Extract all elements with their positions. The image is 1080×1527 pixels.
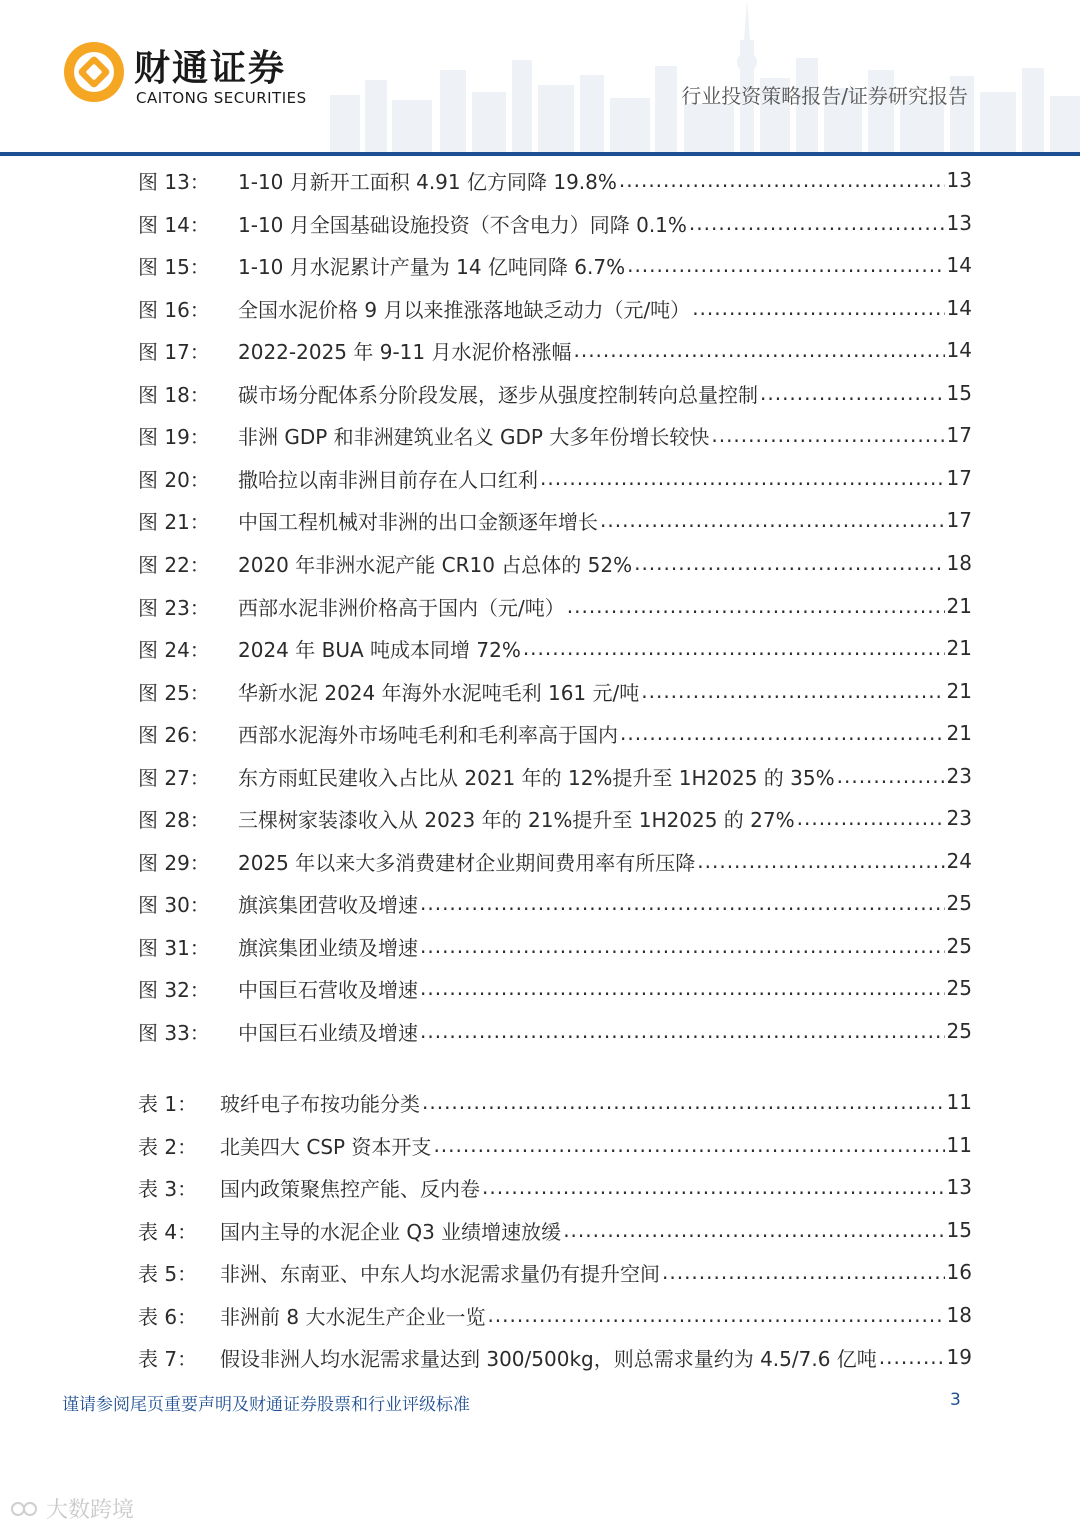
toc-entry-label: 图 13： [138, 169, 210, 194]
toc-dot-leader [641, 679, 944, 703]
toc-dot-leader [482, 1175, 945, 1199]
toc-dot-leader [422, 1090, 945, 1114]
toc-dot-leader [487, 1303, 944, 1327]
toc-entry-title: 旗滨集团营收及增速 [238, 892, 418, 917]
toc-figure-entry[interactable] [138, 333, 972, 367]
toc-entry-page: 15 [946, 1218, 972, 1242]
toc-entry-label: 表 5： [138, 1261, 198, 1286]
toc-dot-leader [600, 508, 945, 532]
toc-entry-title: 1-10 月全国基础设施投资（不含电力）同降 0.1% [238, 212, 687, 237]
toc-dot-leader [420, 1019, 945, 1043]
toc-entry-label: 图 24： [138, 637, 210, 662]
toc-figure-entry[interactable] [138, 291, 972, 325]
toc-dot-leader [420, 976, 945, 1000]
brand-name-en: CAITONG SECURITIES [136, 89, 307, 107]
toc-entry-page: 25 [946, 976, 972, 1000]
toc-figure-entry[interactable] [138, 759, 972, 793]
toc-entry-title: 2025 年以来大多消费建材企业期间费用率有所压降 [238, 850, 696, 875]
toc-dot-leader [567, 594, 945, 618]
page-header [0, 0, 1080, 160]
toc-entry-page: 13 [946, 168, 972, 192]
toc-dot-leader [837, 764, 945, 788]
toc-entry-page: 11 [946, 1133, 972, 1157]
toc-figure-entry[interactable] [138, 163, 972, 197]
toc-entry-title: 中国巨石营收及增速 [238, 977, 418, 1002]
toc-entry-title: 玻纤电子布按功能分类 [220, 1091, 420, 1116]
toc-entry-page: 19 [946, 1345, 972, 1369]
toc-table-entry[interactable] [138, 1128, 972, 1162]
toc-entry-title: 1-10 月新开工面积 4.91 亿方同降 19.8% [238, 169, 617, 194]
watermark [10, 1493, 134, 1524]
toc-entry-page: 14 [946, 296, 972, 320]
toc-entry-page: 23 [946, 764, 972, 788]
toc-entry-page: 14 [946, 253, 972, 277]
toc-figure-entry[interactable] [138, 886, 972, 920]
toc-dot-leader [662, 1260, 945, 1284]
toc-entry-page: 14 [946, 338, 972, 362]
toc-entry-label: 表 3： [138, 1176, 198, 1201]
toc-entry-label: 表 1： [138, 1091, 198, 1116]
toc-entry-page: 25 [946, 891, 972, 915]
toc-entry-page: 13 [946, 211, 972, 235]
toc-dot-leader [540, 466, 945, 490]
toc-figure-entry[interactable] [138, 461, 972, 495]
toc-entry-page: 15 [946, 381, 972, 405]
toc-dot-leader [619, 168, 945, 192]
toc-figure-entry[interactable] [138, 1014, 972, 1048]
toc-entry-label: 图 14： [138, 212, 210, 237]
toc-entry-label: 图 19： [138, 424, 210, 449]
toc-entry-label: 图 21： [138, 509, 210, 534]
toc-table-entry[interactable] [138, 1255, 972, 1289]
toc-entry-page: 17 [946, 508, 972, 532]
toc-entry-title: 2022-2025 年 9-11 月水泥价格涨幅 [238, 339, 572, 364]
toc-dot-leader [433, 1133, 944, 1157]
toc-figure-entry[interactable] [138, 206, 972, 240]
toc-entry-label: 图 25： [138, 680, 210, 705]
toc-entry-label: 图 23： [138, 595, 210, 620]
toc-entry-page: 18 [946, 551, 972, 575]
toc-dot-leader [627, 253, 944, 277]
toc-entry-page: 25 [946, 934, 972, 958]
toc-entry-title: 1-10 月水泥累计产量为 14 亿吨同降 6.7% [238, 254, 626, 279]
toc-entry-label: 图 29： [138, 850, 210, 875]
toc-entry-page: 11 [946, 1090, 972, 1114]
toc-entry-page: 17 [946, 466, 972, 490]
toc-entry-title: 国内主导的水泥企业 Q3 业绩增速放缓 [220, 1219, 562, 1244]
toc-figure-entry[interactable] [138, 248, 972, 282]
toc-entry-label: 图 31： [138, 935, 210, 960]
toc-entry-title: 三棵树家装漆收入从 2023 年的 21%提升至 1H2025 的 27% [238, 807, 795, 832]
toc-entry-label: 表 2： [138, 1134, 198, 1159]
toc-entry-title: 旗滨集团业绩及增速 [238, 935, 418, 960]
toc-entry-page: 16 [946, 1260, 972, 1284]
toc-figure-entry[interactable] [138, 801, 972, 835]
toc-entry-title: 华新水泥 2024 年海外水泥吨毛利 161 元/吨 [238, 680, 640, 705]
report-type: 行业投资策略报告/证券研究报告 [681, 84, 968, 108]
toc-figure-entry[interactable] [138, 631, 972, 665]
toc-entry-label: 图 22： [138, 552, 210, 577]
toc-entry-title: 非洲前 8 大水泥生产企业一览 [220, 1304, 486, 1329]
toc-entry-page: 21 [946, 636, 972, 660]
toc-entry-label: 表 4： [138, 1219, 198, 1244]
toc-entry-label: 图 28： [138, 807, 210, 832]
toc-entry-label: 图 18： [138, 382, 210, 407]
toc-dot-leader [620, 721, 945, 745]
toc-dot-leader [797, 806, 945, 830]
toc-figure-entry[interactable] [138, 503, 972, 537]
toc-table-entry[interactable] [138, 1170, 972, 1204]
toc-entry-page: 23 [946, 806, 972, 830]
toc-table-entry[interactable] [138, 1298, 972, 1332]
toc-entry-page: 18 [946, 1303, 972, 1327]
toc-entry-title: 东方雨虹民建收入占比从 2021 年的 12%提升至 1H2025 的 35% [238, 765, 835, 790]
toc-figure-entry[interactable] [138, 589, 972, 623]
toc-entry-page: 21 [946, 594, 972, 618]
toc-dot-leader [420, 891, 945, 915]
toc-entry-label: 图 26： [138, 722, 210, 747]
toc-entry-page: 21 [946, 721, 972, 745]
toc-entry-page: 24 [946, 849, 972, 873]
toc-entry-title: 中国巨石业绩及增速 [238, 1020, 418, 1045]
toc-entry-label: 图 20： [138, 467, 210, 492]
toc-figure-entry[interactable] [138, 418, 972, 452]
caitong-logo-icon [62, 40, 126, 104]
toc-entry-title: 非洲 GDP 和非洲建筑业名义 GDP 大多年份增长较快 [238, 424, 710, 449]
toc-entry-label: 图 30： [138, 892, 210, 917]
toc-entry-label: 图 15： [138, 254, 210, 279]
toc-dot-leader [523, 636, 945, 660]
toc-entry-title: 撒哈拉以南非洲目前存在人口红利 [238, 467, 538, 492]
toc-entry-title: 全国水泥价格 9 月以来推涨落地缺乏动力（元/吨） [238, 297, 691, 322]
toc-dot-leader [692, 296, 944, 320]
toc-dot-leader [634, 551, 944, 575]
toc-entry-title: 非洲、东南亚、中东人均水泥需求量仍有提升空间 [220, 1261, 660, 1286]
page-number: 3 [950, 1390, 961, 1410]
toc-figure-entry[interactable] [138, 844, 972, 878]
toc-entry-title: 西部水泥海外市场吨毛利和毛利率高于国内 [238, 722, 618, 747]
toc-figure-entry[interactable] [138, 716, 972, 750]
toc-entry-title: 假设非洲人均水泥需求量达到 300/500kg，则总需求量约为 4.5/7.6 亿吨 [220, 1346, 877, 1371]
toc-entry-title: 2020 年非洲水泥产能 CR10 占总体的 52% [238, 552, 633, 577]
toc-figure-entry[interactable] [138, 546, 972, 580]
toc-entry-page: 13 [946, 1175, 972, 1199]
toc-entry-title: 国内政策聚焦控产能、反内卷 [220, 1176, 480, 1201]
toc-dot-leader [760, 381, 945, 405]
toc-entry-label: 图 16： [138, 297, 210, 322]
toc-entry-label: 表 6： [138, 1304, 198, 1329]
toc-table-entry[interactable] [138, 1340, 972, 1374]
toc-entry-label: 图 32： [138, 977, 210, 1002]
toc-dot-leader [879, 1345, 945, 1369]
toc-entry-label: 图 33： [138, 1020, 210, 1045]
brand-name-cn: 财通证券 [134, 48, 287, 89]
toc-entry-title: 中国工程机械对非洲的出口金额逐年增长 [238, 509, 598, 534]
toc-entry-title: 北美四大 CSP 资本开支 [220, 1134, 432, 1159]
toc-figure-entry[interactable] [138, 376, 972, 410]
toc-table-entry[interactable] [138, 1085, 972, 1119]
toc-table-entry[interactable] [138, 1213, 972, 1247]
toc-entry-label: 表 7： [138, 1346, 198, 1371]
toc-figure-entry[interactable] [138, 674, 972, 708]
toc-entry-title: 2024 年 BUA 吨成本同增 72% [238, 637, 521, 662]
header-divider [0, 152, 1080, 156]
toc-entry-page: 21 [946, 679, 972, 703]
toc-dot-leader [697, 849, 944, 873]
watermark-text: 大数跨境 [46, 1498, 135, 1523]
toc-figure-entry[interactable] [138, 929, 972, 963]
toc-dot-leader [573, 338, 944, 362]
disclaimer-note: 谨请参阅尾页重要声明及财通证券股票和行业评级标准 [62, 1395, 470, 1415]
toc-dot-leader [563, 1218, 944, 1242]
toc-figure-entry[interactable] [138, 971, 972, 1005]
watermark-logo-icon [10, 1497, 40, 1521]
toc-entry-label: 图 27： [138, 765, 210, 790]
toc-entry-title: 西部水泥非洲价格高于国内（元/吨） [238, 595, 565, 620]
toc-entry-title: 碳市场分配体系分阶段发展，逐步从强度控制转向总量控制 [238, 382, 758, 407]
toc-dot-leader [689, 211, 945, 235]
toc-entry-label: 图 17： [138, 339, 210, 364]
toc-entry-page: 17 [946, 423, 972, 447]
toc-dot-leader [420, 934, 945, 958]
toc-entry-page: 25 [946, 1019, 972, 1043]
toc-dot-leader [711, 423, 944, 447]
